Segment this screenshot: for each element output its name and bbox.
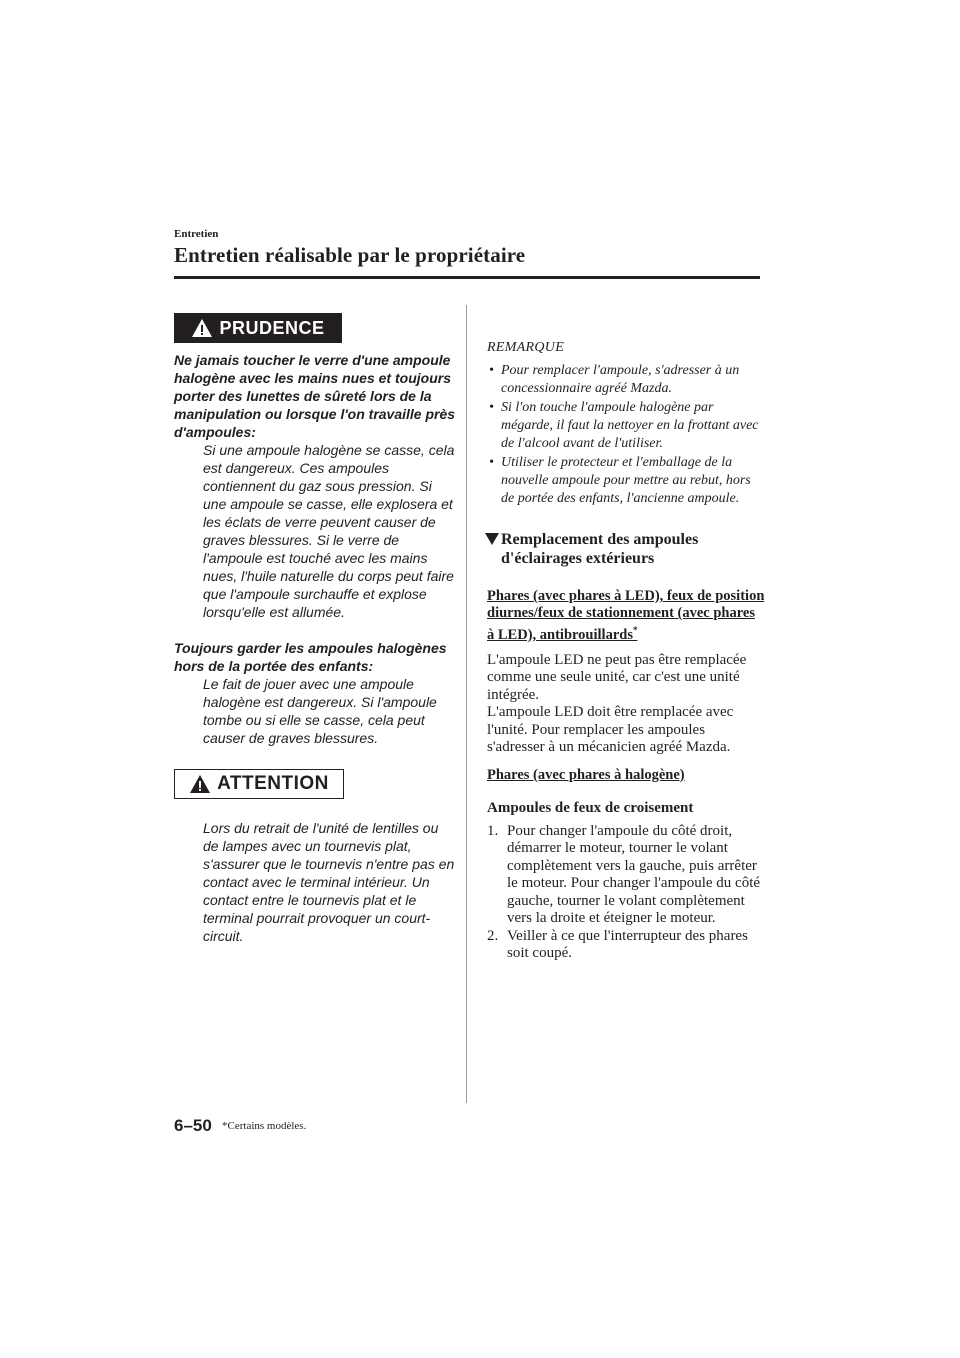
led-text-1: L'ampoule LED ne peut pas être remplacée comme une seule unité, car c'est une unité intégrée. [487, 651, 747, 703]
warning-body: Si une ampoule halogène se casse, cela est dangereux. Ces ampoules contiennent du gaz sous pression. Si une ampoule se casse, elle explosera et les éclats de verre peuvent causer de graves blessures. Si le verre de l'ampoule est touché avec les mains nues, l'huile naturelle du corps peut faire que l'ampoule surchauffe et explose lorsqu'elle est allumée. [203, 442, 455, 620]
left-column [174, 313, 456, 945]
list-item: • Pour remplacer l'ampoule, s'adresser à un concessionnaire agréé Mazda. [489, 363, 740, 396]
low-beam-heading: Ampoules de feux de croisement [487, 799, 694, 816]
prudence-badge [174, 313, 342, 343]
led-heading: Phares (avec phares à LED), feux de position diurnes/feux de stationnement (avec phares à LED), antibrouillards* [487, 588, 765, 643]
page-title: Entretien réalisable par le propriétaire [174, 243, 526, 267]
section-label: Entretien [174, 228, 219, 240]
list-item: • Si l'on touche l'ampoule halogène par mégarde, il faut la nettoyer en la frottant avec de l'alcool avant de l'utiliser. [489, 400, 759, 451]
attention-label: ATTENTION [217, 773, 329, 794]
remarque-heading: REMARQUE [487, 340, 565, 355]
warning-lead: Toujours garder les ampoules halogènes hors de la portée des enfants: [174, 640, 447, 674]
attention-text: Lors du retrait de l'unité de lentilles ou de lampes avec un tournevis plat, s'assurer que le tournevis n'entre pas en contact avec le terminal intérieur. Un contact entre le tournevis plat et le terminal pourrait provoquer un court-circuit. [203, 820, 455, 944]
title-rule [174, 276, 760, 279]
page-number: 6–50 [174, 1116, 212, 1135]
warning-lead: Ne jamais toucher le verre d'une ampoule halogène avec les mains nues et toujours porter des lunettes de sûreté lors de la manipulation ou lorsque l'on travaille près d'ampoules: [174, 352, 456, 440]
column-divider [466, 305, 467, 1103]
list-item: 2. Veiller à ce que l'interrupteur des phares soit coupé. [487, 927, 748, 962]
warning-icon [191, 318, 213, 338]
prudence-warning-1 [174, 351, 456, 621]
attention-badge [174, 769, 344, 799]
halogen-heading: Phares (avec phares à halogène) [487, 766, 685, 783]
warning-icon [189, 774, 211, 794]
right-column [487, 340, 765, 963]
remarque-list [487, 362, 765, 508]
led-text-2: L'ampoule LED doit être remplacée avec l'unité. Pour remplacer les ampoules s'adresser à un mécanicien agréé Mazda. [487, 704, 734, 756]
triangle-marker-icon [485, 533, 499, 545]
replacement-heading: Remplacement des ampoules d'éclairages extérieurs [487, 530, 765, 568]
list-item: • Utiliser le protecteur et l'emballage de la nouvelle ampoule pour mettre au rebut, hors de portée des enfants, l'ancienne ampoule. [489, 455, 751, 506]
steps-list [487, 823, 765, 963]
list-item: 1. Pour changer l'ampoule du côté droit, démarrer le moteur, tourner le volant complètement vers la gauche, puis arrêter le moteur. Pour changer l'ampoule du côté gauche, tourner le volant complètement vers la droite et éteigner le moteur. [487, 822, 761, 927]
prudence-warning-2 [174, 639, 456, 747]
warning-body: Le fait de jouer avec une ampoule halogène est dangereux. Si l'ampoule tombe ou si elle se casse, cela peut causer de graves blessures. [203, 676, 437, 746]
prudence-label: PRUDENCE [219, 317, 325, 338]
attention-text-block [174, 819, 456, 945]
footnote: *Certains modèles. [222, 1120, 307, 1132]
